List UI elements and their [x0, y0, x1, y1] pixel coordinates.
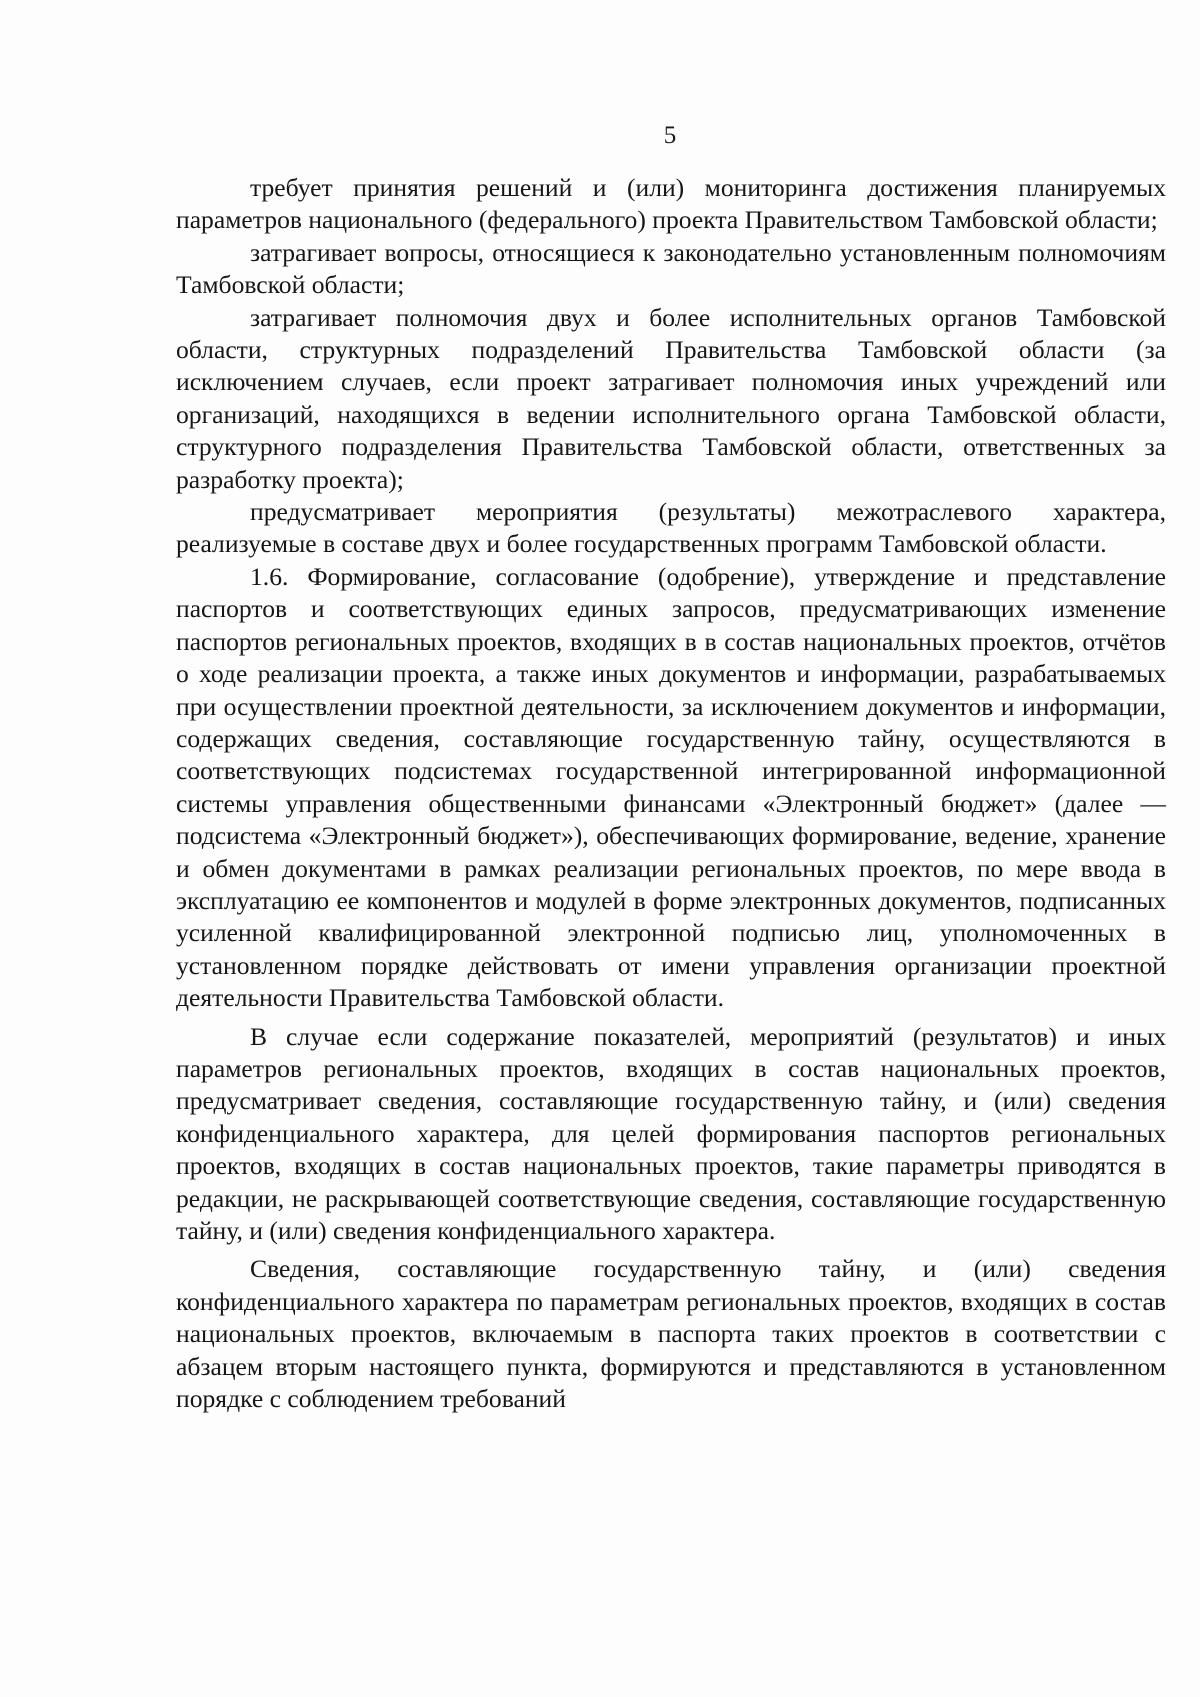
- paragraph-affects-two-or-more-bodies: затрагивает полномочия двух и более исполнительных органов Тамбовской области, структурных подразделений Правительства Тамбовской области (за исключением случаев, если проект затрагивает полномочия иных учреждений или организаций, находящихся в ведении исполнительного органа Тамбовской области, структурного подразделения Правительства Тамбовской области, ответственных за разработку проекта);: [176, 302, 1166, 494]
- paragraph-secret-information: Сведения, составляющие государственную тайну, и (или) сведения конфиденциального характера по параметрам региональных проектов, входящих в состав национальных проектов, включаемым в паспорта таких проектов в соответствии с абзацем вторым настоящего пункта, формируются и представляются в установленном порядке с соблюдением требований: [176, 1254, 1166, 1414]
- paragraph-requires-decisions: требует принятия решений и (или) мониторинга достижения планируемых параметров национального (федерального) проекта Правительством Тамбовской области;: [176, 173, 1166, 235]
- paragraph-classified-parameters: В случае если содержание показателей, мероприятий (результатов) и иных параметров региональных проектов, входящих в состав национальных проектов, предусматривает сведения, составляющие государственную тайну, и (или) сведения конфиденциального характера, для целей формирования паспортов региональных проектов, входящих в состав национальных проектов, такие параметры приводятся в редакции, не раскрывающей соответствующие сведения, составляющие государственную тайну, и (или) сведения конфиденциального характера.: [176, 1021, 1166, 1245]
- paragraph-intersectoral-measures: предусматривает мероприятия (результаты) межотраслевого характера, реализуемые в составе двух и более государственных программ Тамбовской области.: [176, 497, 1166, 559]
- document-body: [176, 172, 1166, 1415]
- paragraph-affects-powers: затрагивает вопросы, относящиеся к законодательно установленным полномочиям Тамбовской области;: [176, 237, 1166, 300]
- paragraph-section-1-6: 1.6. Формирование, согласование (одобрение), утверждение и представление паспортов и соответствующих единых запросов, предусматривающих изменение паспортов региональных проектов, входящих в в состав национальных проектов, отчётов о ходе реализации проекта, а также иных документов и информации, разрабатываемых при осуществлении проектной деятельности, за исключением документов и информации, содержащих сведения, составляющие государственную тайну, осуществляются в соответствующих подсистемах государственной интегрированной информационной системы управления общественными финансами «Электронный бюджет» (далее — подсистема «Электронный бюджет»), обеспечивающих формирование, ведение, хранение и обмен документами в рамках реализации региональных проектов, по мере ввода в эксплуатацию ее компонентов и модулей в форме электронных документов, подписанных усиленной квалифицированной электронной подписью лиц, уполномоченных в установленном порядке действовать от имени управления организации проектной деятельности Правительства Тамбовской области.: [176, 561, 1166, 1013]
- page-number: 5: [663, 122, 677, 149]
